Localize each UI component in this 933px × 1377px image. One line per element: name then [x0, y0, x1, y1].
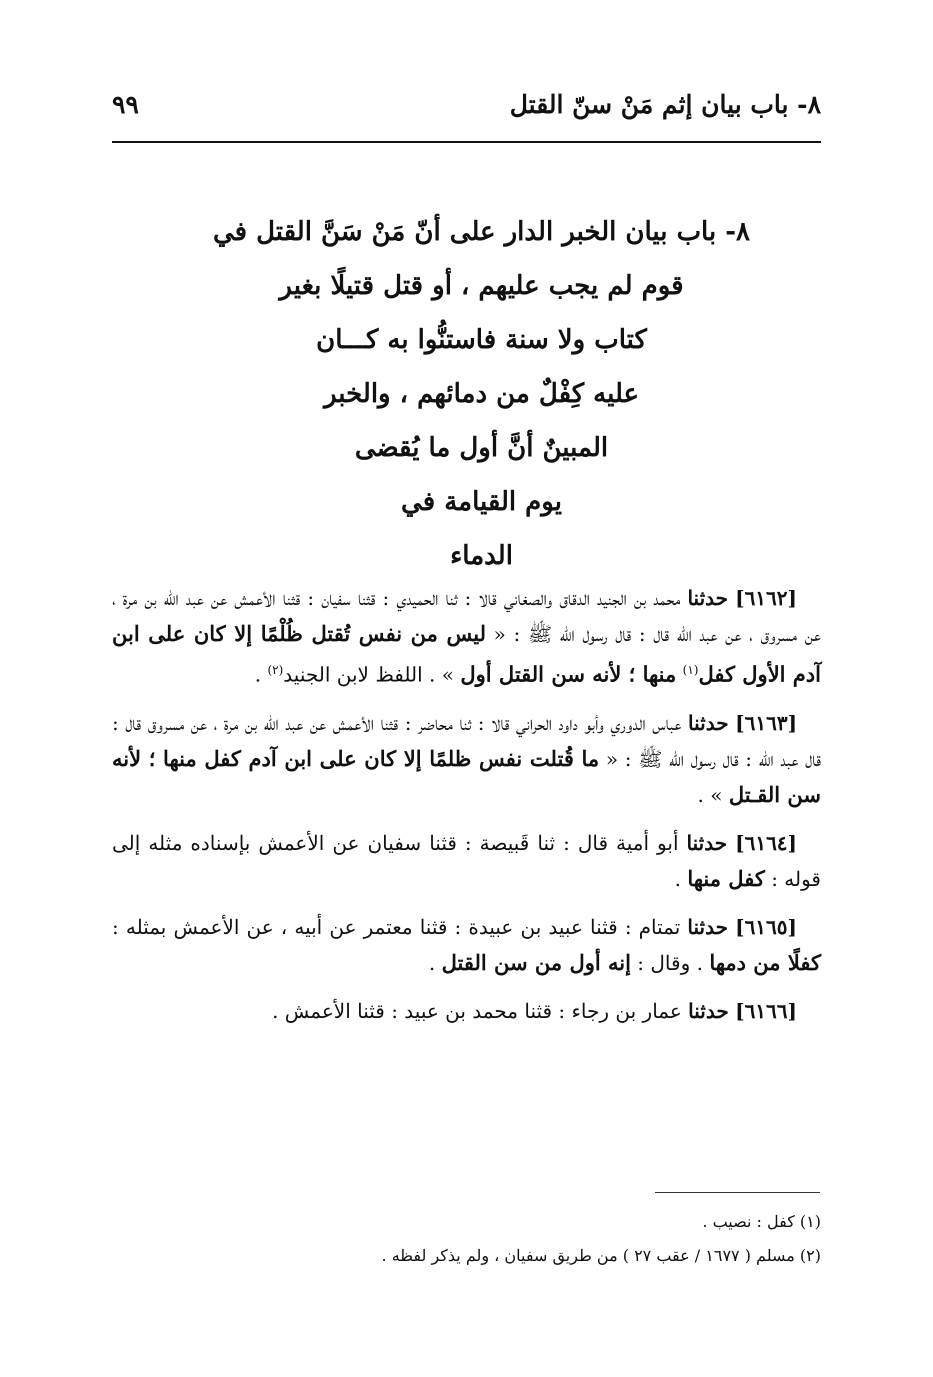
footnote-2: (٢) مسلم ( ١٦٧٧ / عقب ٢٧ ) من طريق سفيان ، ولم يذكر لفظه . [381, 1246, 821, 1265]
hadith-number: [٦١٦٤] [735, 830, 798, 855]
chapter-heading-line: كتاب ولا سنة فاستنُّوا به كـــان [316, 325, 647, 355]
hadith-6165 [112, 909, 821, 981]
hadith-tail: . [428, 950, 436, 975]
hadith-lead: حدثنا [688, 710, 729, 735]
page-number: ٩٩ [112, 89, 139, 119]
hadith-quote: ليس من نفس تُقتل ظُلْمًا إلا كان على ابن آدم الأول كفل [112, 621, 821, 687]
hadith-tail: . [674, 866, 681, 891]
hadith-quote-2: إنه أول من سن القتل [441, 949, 631, 975]
hadith-6166 [112, 993, 821, 1029]
hadith-isnad: أبو أمية قال : ثنا قَبيصة : قثنا سفيان عن الأعمش بإسناده مثله إلى قوله : [112, 830, 821, 891]
chapter-heading-line: الدماء [450, 541, 513, 571]
running-chapter-title: ٨- باب بيان إثم مَنْ سنّ القتل [509, 89, 821, 119]
chapter-heading-line: عليه كِفْلٌ من دمائهم ، والخبر [323, 379, 640, 409]
hadith-lead: حدثنا [688, 998, 729, 1023]
hadith-quote: كفلًا من دمها [709, 949, 821, 975]
hadith-isnad: عباس الدوري وأبو داود الحراني قالا : ثنا محاضر : قثنا الأعمش عن عبد اللّٰه بن مرة ، عن مسروق قال : قال عبد اللّٰه : قال رسول اللّٰه ﷺ : « [112, 710, 822, 771]
hadith-6164 [112, 825, 821, 897]
chapter-heading-line: يوم القيامة في [401, 487, 562, 517]
chapter-heading-line: قوم لم يجب عليهم ، أو قتل قتيلًا بغير [279, 271, 684, 301]
footnote-ref: (١) [682, 663, 699, 677]
chapter-heading-line: المبينٌ أنَّ أول ما يُقضى [354, 433, 609, 463]
hadith-number: [٦١٦٢] [735, 586, 797, 610]
hadith-6163 [112, 705, 821, 813]
chapter-heading-line: ٨- باب بيان الخبر الدار على أنّ مَنْ سَنَّ القتل في [212, 217, 751, 247]
hadith-list [112, 580, 821, 1041]
hadith-tail: » . [697, 782, 723, 807]
hadith-number: [٦١٦٣] [735, 710, 798, 735]
hadith-isnad: محمد بن الجنيد الدقاق والصغاني قالا : ثنا الحميدي : قثنا سفيان : قثنا الأعمش عن عبد اللّٰه بن مرة ، عن مسروق ، عن عبد اللّٰه قال : قال رسول اللّٰه ﷺ : « [112, 586, 822, 646]
hadith-end: . [254, 662, 268, 687]
hadith-quote-cont: منها ؛ لأنه سن القتل أول [460, 661, 677, 687]
footnotes [112, 1205, 821, 1273]
hadith-quote: كفل منها [687, 865, 765, 891]
running-header [112, 84, 821, 124]
hadith-number: [٦١٦٦] [735, 998, 797, 1023]
hadith-quote: ما قُتلت نفس ظلمًا إلا كان على ابن آدم كفل منها ؛ لأنه سن القـتل [112, 745, 821, 807]
hadith-lead: حدثنا [686, 830, 728, 855]
footnote-1: (١) كفل : نصيب . [702, 1212, 821, 1231]
hadith-tail: » . اللفظ لابن الجنيد [283, 662, 455, 687]
hadith-mid: . وقال : [637, 950, 703, 975]
footnote-rule [655, 1192, 820, 1193]
hadith-isnad: عمار بن رجاء : قثنا محمد بن عبيد : قثنا الأعمش . [272, 998, 682, 1023]
hadith-isnad: تمتام : قثنا عبيد بن عبيدة : قثنا معتمر عن أبيه ، عن الأعمش بمثله : [112, 914, 681, 939]
header-rule [112, 141, 821, 143]
hadith-lead: حدثنا [687, 586, 728, 610]
hadith-number: [٦١٦٥] [735, 914, 797, 939]
chapter-heading [180, 205, 783, 583]
footnote-ref: (٢) [267, 663, 284, 677]
hadith-lead: حدثنا [687, 914, 728, 939]
hadith-6162 [112, 580, 821, 693]
